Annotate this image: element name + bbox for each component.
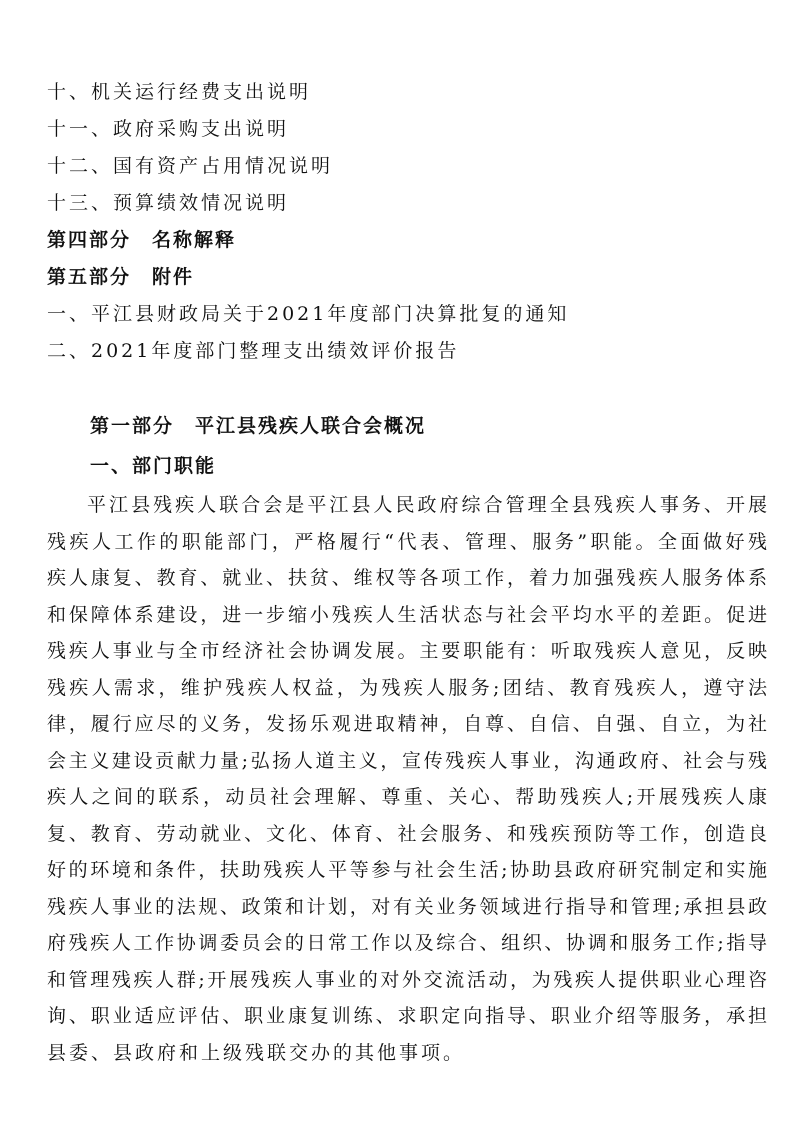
toc-part-5: 第五部分 附件 [47,266,195,288]
body-line: 残疾人事业的法规、政策和计划，对有关业务领域进行指导和管理;承担县政 [47,895,767,918]
toc-attachment-2: 二、2021年度部门整理支出绩效评价报告 [47,340,460,362]
body-line: 残疾人工作的职能部门，严格履行“代表、管理、服务”职能。全面做好残 [47,530,767,553]
body-line: 县委、县政府和上级残联交办的其他事项。 [47,1041,466,1064]
body-line: 和管理残疾人群;开展残疾人事业的对外交流活动，为残疾人提供职业心理咨 [47,968,767,991]
body-line: 好的环境和条件，扶助残疾人平等参与社会生活;协助县政府研究制定和实施 [47,859,767,881]
body-line: 询、职业适应评估、职业康复训练、求职定向指导、职业介绍等服务，承担 [47,1005,767,1027]
body-line: 律，履行应尽的义务，发扬乐观进取精神，自尊、自信、自强、自立，为社 [47,713,767,735]
body-line: 疾人之间的联系，动员社会理解、尊重、关心、帮助残疾人;开展残疾人康 [47,786,767,808]
body-line: 残疾人事业与全市经济社会协调发展。主要职能有：听取残疾人意见，反映 [47,640,767,662]
table-of-contents [47,74,767,370]
toc-item-10: 十、机关运行经费支出说明 [47,81,312,103]
subsection-title: 一、部门职能 [90,455,217,477]
toc-attachment-1: 一、平江县财政局关于2021年度部门决算批复的通知 [47,303,570,325]
toc-item-13: 十三、预算绩效情况说明 [47,192,290,214]
toc-item-11: 十一、政府采购支出说明 [47,118,290,140]
body-line: 会主义建设贡献力量;弘扬人道主义，宣传残疾人事业，沟通政府、社会与残 [47,749,767,772]
body-line: 和保障体系建设，进一步缩小残疾人生活状态与社会平均水平的差距。促进 [47,603,767,626]
body-line: 平江县残疾人联合会是平江县人民政府综合管理全县残疾人事务、开展 [87,494,767,516]
body-line: 疾人康复、教育、就业、扶贫、维权等各项工作，着力加强残疾人服务体系 [47,567,767,589]
section-title: 第一部分 平江县残疾人联合会概况 [90,415,427,437]
body-text [47,487,767,1071]
toc-part-4: 第四部分 名称解释 [47,229,237,251]
body-line: 复、教育、劳动就业、文化、体育、社会服务、和残疾预防等工作，创造良 [47,822,767,845]
toc-item-12: 十二、国有资产占用情况说明 [47,155,334,177]
body-line: 残疾人需求，维护残疾人权益，为残疾人服务;团结、教育残疾人，遵守法 [47,676,767,699]
body-line: 府残疾人工作协调委员会的日常工作以及综合、组织、协调和服务工作;指导 [47,932,767,954]
